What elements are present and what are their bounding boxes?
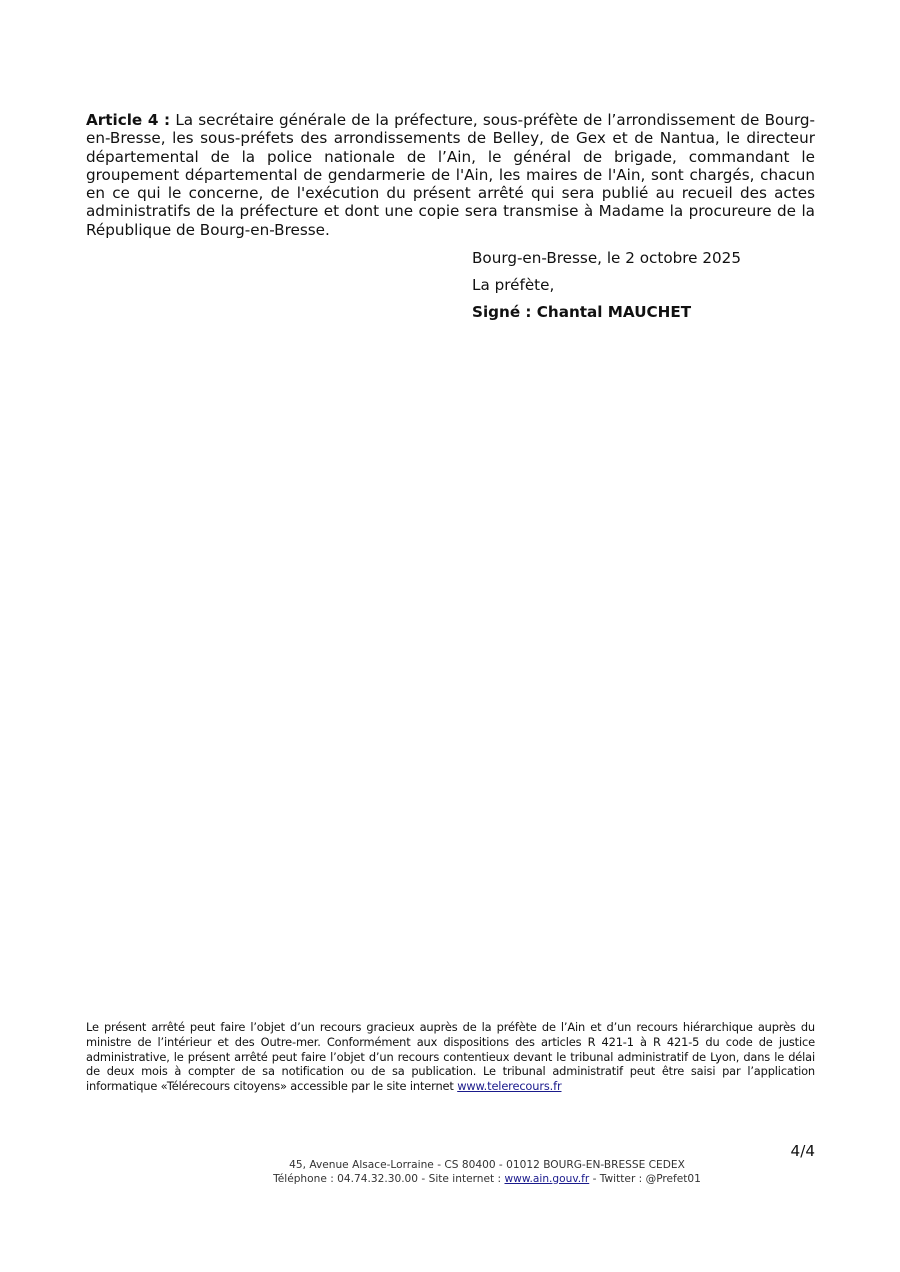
footer-address: 45, Avenue Alsace-Lorraine - CS 80400 - 01012 BOURG-EN-BRESSE CEDEX — [289, 1159, 685, 1171]
signature-name: Signé : Chantal MAUCHET — [472, 303, 692, 321]
telerecours-link[interactable]: www.telerecours.fr — [457, 1079, 562, 1094]
footer-twitter: - Twitter : @Prefet01 — [589, 1172, 701, 1185]
article-body: La secrétaire générale de la préfecture, sous-préfète de l’arrondissement de Bourg-en-Bresse, les sous-préfets des arrondissements de Belley, de Gex et de Nantua, le directeur départemental de la police nationale de l’Ain, le général de brigade, commandant le groupement départemental de gendarmerie de l'Ain, les maires de l'Ain, sont chargés, chacun en ce qui le concerne, de l'exécution du présent arrêté qui sera publié au recueil des actes administratifs de la préfecture et dont une copie sera transmise à Madame la procureure de la République de Bourg-en-Bresse. — [86, 111, 816, 239]
appeal-notice-text: Le présent arrêté peut faire l’objet d’un recours gracieux auprès de la préfète de l’Ain et d’un recours hiérarchique auprès du ministre de l’intérieur et des Outre-mer. Conformément aux dispositions des articles R 421-1 à R 421-5 du code de justice administrative, le présent arrêté peut faire l’objet d’un recours contentieux devant le tribunal administratif de Lyon, dans le délai de deux mois à compter de sa notification ou de sa publication. Le tribunal administratif peut être saisi par l’application informatique «Télérecours citoyens» accessible par le site internet — [86, 1020, 815, 1094]
signature-role: La préfète, — [472, 276, 555, 294]
article-heading: Article 4 : — [86, 111, 171, 129]
footer-phone: Téléphone : 04.74.32.30.00 - Site internet : — [273, 1172, 505, 1185]
page-number: 4/4 — [790, 1142, 815, 1160]
footer — [0, 1159, 900, 1186]
footer-contact-line — [0, 1173, 900, 1187]
article-4 — [86, 111, 815, 239]
appeal-notice — [86, 1020, 815, 1094]
footer-website-link[interactable]: www.ain.gouv.fr — [504, 1172, 590, 1185]
signature-block — [472, 249, 741, 330]
signature-place-date: Bourg-en-Bresse, le 2 octobre 2025 — [472, 249, 741, 267]
